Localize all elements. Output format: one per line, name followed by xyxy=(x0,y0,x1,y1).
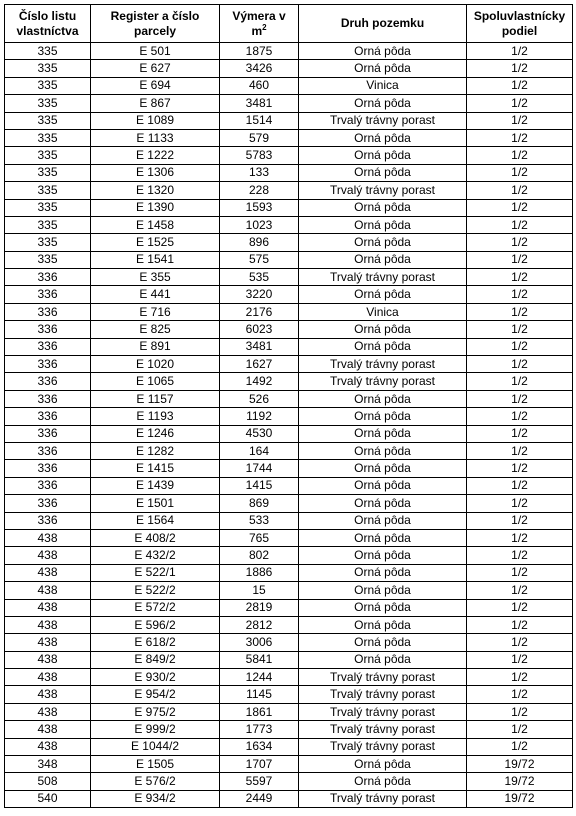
table-row xyxy=(5,234,573,251)
table-row xyxy=(5,512,573,529)
cell-parcel: E 618/2 xyxy=(91,634,220,651)
cell-parcel: E 1415 xyxy=(91,460,220,477)
cell-parcel: E 1020 xyxy=(91,356,220,373)
cell-area: 2176 xyxy=(220,303,299,320)
cell-land-type: Orná pôda xyxy=(299,442,467,459)
cell-share: 1/2 xyxy=(467,77,573,94)
header-row xyxy=(5,5,573,43)
table-row xyxy=(5,686,573,703)
cell-ownership-sheet: 336 xyxy=(5,460,91,477)
cell-parcel: E 1157 xyxy=(91,390,220,407)
cell-share: 1/2 xyxy=(467,442,573,459)
cell-share: 1/2 xyxy=(467,164,573,181)
cell-parcel: E 1541 xyxy=(91,251,220,268)
cell-land-type: Orná pôda xyxy=(299,582,467,599)
cell-share: 1/2 xyxy=(467,95,573,112)
cell-land-type: Orná pôda xyxy=(299,286,467,303)
cell-land-type: Orná pôda xyxy=(299,321,467,338)
table-row xyxy=(5,373,573,390)
cell-parcel: E 1306 xyxy=(91,164,220,181)
table-row xyxy=(5,286,573,303)
cell-share: 1/2 xyxy=(467,721,573,738)
cell-area: 3006 xyxy=(220,634,299,651)
cell-area: 460 xyxy=(220,77,299,94)
parcel-table-wrapper xyxy=(4,4,573,808)
cell-share: 1/2 xyxy=(467,495,573,512)
table-row xyxy=(5,703,573,720)
table-row xyxy=(5,112,573,129)
table-row xyxy=(5,616,573,633)
cell-ownership-sheet: 336 xyxy=(5,321,91,338)
cell-land-type: Trvalý trávny porast xyxy=(299,738,467,755)
cell-parcel: E 576/2 xyxy=(91,773,220,790)
cell-area: 579 xyxy=(220,129,299,146)
cell-share: 1/2 xyxy=(467,199,573,216)
table-row xyxy=(5,164,573,181)
cell-parcel: E 1505 xyxy=(91,756,220,773)
cell-share: 1/2 xyxy=(467,529,573,546)
cell-ownership-sheet: 438 xyxy=(5,634,91,651)
cell-ownership-sheet: 335 xyxy=(5,164,91,181)
table-row xyxy=(5,582,573,599)
cell-land-type: Orná pôda xyxy=(299,651,467,668)
cell-land-type: Orná pôda xyxy=(299,43,467,60)
cell-ownership-sheet: 438 xyxy=(5,529,91,546)
cell-ownership-sheet: 335 xyxy=(5,129,91,146)
cell-ownership-sheet: 335 xyxy=(5,182,91,199)
cell-land-type: Vinica xyxy=(299,303,467,320)
table-row xyxy=(5,43,573,60)
cell-share: 1/2 xyxy=(467,616,573,633)
cell-ownership-sheet: 335 xyxy=(5,251,91,268)
cell-share: 1/2 xyxy=(467,216,573,233)
header-land-type-label: Druh pozemku xyxy=(340,16,425,30)
cell-share: 19/72 xyxy=(467,756,573,773)
table-row xyxy=(5,147,573,164)
cell-parcel: E 1044/2 xyxy=(91,738,220,755)
cell-parcel: E 849/2 xyxy=(91,651,220,668)
cell-share: 1/2 xyxy=(467,321,573,338)
cell-land-type: Orná pôda xyxy=(299,512,467,529)
table-row xyxy=(5,529,573,546)
table-row xyxy=(5,738,573,755)
cell-parcel: E 934/2 xyxy=(91,790,220,807)
cell-share: 1/2 xyxy=(467,251,573,268)
cell-ownership-sheet: 336 xyxy=(5,425,91,442)
cell-land-type: Orná pôda xyxy=(299,390,467,407)
table-row xyxy=(5,60,573,77)
table-body xyxy=(5,43,573,808)
cell-ownership-sheet: 336 xyxy=(5,338,91,355)
cell-land-type: Orná pôda xyxy=(299,147,467,164)
table-row xyxy=(5,547,573,564)
table-row xyxy=(5,303,573,320)
table-row xyxy=(5,356,573,373)
cell-parcel: E 1065 xyxy=(91,373,220,390)
cell-share: 1/2 xyxy=(467,269,573,286)
table-row xyxy=(5,95,573,112)
cell-parcel: E 930/2 xyxy=(91,669,220,686)
table-row xyxy=(5,338,573,355)
cell-ownership-sheet: 335 xyxy=(5,43,91,60)
cell-area: 1875 xyxy=(220,43,299,60)
table-row xyxy=(5,408,573,425)
table-row xyxy=(5,129,573,146)
cell-ownership-sheet: 336 xyxy=(5,373,91,390)
cell-share: 1/2 xyxy=(467,286,573,303)
cell-ownership-sheet: 438 xyxy=(5,564,91,581)
cell-area: 3220 xyxy=(220,286,299,303)
cell-ownership-sheet: 438 xyxy=(5,547,91,564)
cell-ownership-sheet: 336 xyxy=(5,390,91,407)
cell-parcel: E 1089 xyxy=(91,112,220,129)
table-row xyxy=(5,425,573,442)
cell-share: 1/2 xyxy=(467,303,573,320)
table-row xyxy=(5,390,573,407)
cell-land-type: Orná pôda xyxy=(299,129,467,146)
header-ownership-sheet-label: Číslo listu vlastníctva xyxy=(16,8,79,38)
cell-ownership-sheet: 438 xyxy=(5,686,91,703)
cell-ownership-sheet: 336 xyxy=(5,477,91,494)
header-co-ownership-share xyxy=(467,5,573,43)
cell-area: 2819 xyxy=(220,599,299,616)
cell-area: 1861 xyxy=(220,703,299,720)
cell-parcel: E 694 xyxy=(91,77,220,94)
cell-area: 3481 xyxy=(220,338,299,355)
table-row xyxy=(5,495,573,512)
cell-parcel: E 1133 xyxy=(91,129,220,146)
table-row xyxy=(5,77,573,94)
table-row xyxy=(5,599,573,616)
cell-ownership-sheet: 336 xyxy=(5,269,91,286)
cell-area: 5783 xyxy=(220,147,299,164)
cell-parcel: E 522/1 xyxy=(91,564,220,581)
table-row xyxy=(5,756,573,773)
cell-area: 1886 xyxy=(220,564,299,581)
cell-ownership-sheet: 438 xyxy=(5,582,91,599)
cell-parcel: E 1246 xyxy=(91,425,220,442)
cell-share: 1/2 xyxy=(467,651,573,668)
cell-area: 1634 xyxy=(220,738,299,755)
cell-share: 1/2 xyxy=(467,512,573,529)
table-row xyxy=(5,460,573,477)
cell-parcel: E 1390 xyxy=(91,199,220,216)
cell-share: 1/2 xyxy=(467,686,573,703)
cell-share: 1/2 xyxy=(467,129,573,146)
cell-land-type: Orná pôda xyxy=(299,234,467,251)
header-register-parcel xyxy=(91,5,220,43)
cell-share: 1/2 xyxy=(467,147,573,164)
cell-parcel: E 1564 xyxy=(91,512,220,529)
header-area xyxy=(220,5,299,43)
cell-parcel: E 975/2 xyxy=(91,703,220,720)
cell-ownership-sheet: 335 xyxy=(5,147,91,164)
cell-parcel: E 501 xyxy=(91,43,220,60)
cell-area: 2449 xyxy=(220,790,299,807)
cell-ownership-sheet: 335 xyxy=(5,234,91,251)
cell-area: 1244 xyxy=(220,669,299,686)
cell-share: 19/72 xyxy=(467,790,573,807)
cell-share: 1/2 xyxy=(467,582,573,599)
cell-ownership-sheet: 335 xyxy=(5,199,91,216)
cell-land-type: Trvalý trávny porast xyxy=(299,269,467,286)
cell-ownership-sheet: 335 xyxy=(5,112,91,129)
header-register-parcel-label: Register a číslo parcely xyxy=(110,8,200,38)
cell-parcel: E 1525 xyxy=(91,234,220,251)
table-row xyxy=(5,669,573,686)
cell-share: 1/2 xyxy=(467,112,573,129)
cell-parcel: E 1458 xyxy=(91,216,220,233)
cell-share: 1/2 xyxy=(467,634,573,651)
cell-ownership-sheet: 438 xyxy=(5,738,91,755)
cell-land-type: Orná pôda xyxy=(299,164,467,181)
cell-ownership-sheet: 335 xyxy=(5,216,91,233)
cell-ownership-sheet: 335 xyxy=(5,95,91,112)
cell-ownership-sheet: 335 xyxy=(5,60,91,77)
cell-area: 869 xyxy=(220,495,299,512)
cell-share: 1/2 xyxy=(467,338,573,355)
cell-land-type: Trvalý trávny porast xyxy=(299,112,467,129)
cell-area: 1773 xyxy=(220,721,299,738)
cell-parcel: E 954/2 xyxy=(91,686,220,703)
cell-parcel: E 716 xyxy=(91,303,220,320)
cell-parcel: E 596/2 xyxy=(91,616,220,633)
cell-parcel: E 891 xyxy=(91,338,220,355)
cell-share: 1/2 xyxy=(467,390,573,407)
cell-area: 228 xyxy=(220,182,299,199)
cell-parcel: E 1501 xyxy=(91,495,220,512)
cell-area: 2812 xyxy=(220,616,299,633)
cell-land-type: Orná pôda xyxy=(299,773,467,790)
table-row xyxy=(5,321,573,338)
cell-share: 1/2 xyxy=(467,477,573,494)
cell-land-type: Trvalý trávny porast xyxy=(299,669,467,686)
cell-parcel: E 1282 xyxy=(91,442,220,459)
cell-parcel: E 1193 xyxy=(91,408,220,425)
cell-area: 533 xyxy=(220,512,299,529)
cell-area: 164 xyxy=(220,442,299,459)
cell-area: 802 xyxy=(220,547,299,564)
cell-ownership-sheet: 336 xyxy=(5,408,91,425)
cell-land-type: Trvalý trávny porast xyxy=(299,182,467,199)
cell-area: 15 xyxy=(220,582,299,599)
cell-ownership-sheet: 438 xyxy=(5,703,91,720)
cell-ownership-sheet: 336 xyxy=(5,442,91,459)
cell-land-type: Orná pôda xyxy=(299,338,467,355)
table-row xyxy=(5,773,573,790)
cell-parcel: E 1320 xyxy=(91,182,220,199)
cell-share: 1/2 xyxy=(467,43,573,60)
cell-land-type: Orná pôda xyxy=(299,564,467,581)
cell-area: 765 xyxy=(220,529,299,546)
cell-share: 1/2 xyxy=(467,669,573,686)
cell-parcel: E 441 xyxy=(91,286,220,303)
cell-parcel: E 999/2 xyxy=(91,721,220,738)
cell-area: 535 xyxy=(220,269,299,286)
cell-share: 1/2 xyxy=(467,408,573,425)
cell-land-type: Orná pôda xyxy=(299,408,467,425)
cell-ownership-sheet: 438 xyxy=(5,616,91,633)
table-row xyxy=(5,269,573,286)
table-row xyxy=(5,182,573,199)
cell-land-type: Trvalý trávny porast xyxy=(299,373,467,390)
table-row xyxy=(5,442,573,459)
header-ownership-sheet-number xyxy=(5,5,91,43)
cell-land-type: Orná pôda xyxy=(299,616,467,633)
cell-ownership-sheet: 438 xyxy=(5,599,91,616)
cell-area: 6023 xyxy=(220,321,299,338)
cell-land-type: Orná pôda xyxy=(299,634,467,651)
cell-ownership-sheet: 336 xyxy=(5,356,91,373)
cell-land-type: Trvalý trávny porast xyxy=(299,703,467,720)
table-row xyxy=(5,477,573,494)
header-area-label xyxy=(231,9,287,39)
cell-share: 1/2 xyxy=(467,564,573,581)
cell-land-type: Vinica xyxy=(299,77,467,94)
cell-parcel: E 627 xyxy=(91,60,220,77)
cell-area: 5597 xyxy=(220,773,299,790)
header-co-ownership-share-label: Spoluvlastnícky podiel xyxy=(473,8,566,38)
cell-ownership-sheet: 540 xyxy=(5,790,91,807)
cell-land-type: Trvalý trávny porast xyxy=(299,790,467,807)
cell-share: 1/2 xyxy=(467,356,573,373)
cell-area: 1627 xyxy=(220,356,299,373)
cell-area: 526 xyxy=(220,390,299,407)
cell-area: 1744 xyxy=(220,460,299,477)
cell-area: 133 xyxy=(220,164,299,181)
cell-ownership-sheet: 336 xyxy=(5,303,91,320)
table-row xyxy=(5,721,573,738)
cell-area: 1707 xyxy=(220,756,299,773)
cell-share: 1/2 xyxy=(467,182,573,199)
cell-land-type: Orná pôda xyxy=(299,495,467,512)
cell-land-type: Orná pôda xyxy=(299,547,467,564)
table-row xyxy=(5,251,573,268)
cell-land-type: Orná pôda xyxy=(299,460,467,477)
cell-parcel: E 355 xyxy=(91,269,220,286)
cell-ownership-sheet: 438 xyxy=(5,721,91,738)
cell-ownership-sheet: 335 xyxy=(5,77,91,94)
cell-parcel: E 408/2 xyxy=(91,529,220,546)
cell-land-type: Orná pôda xyxy=(299,477,467,494)
cell-area: 1514 xyxy=(220,112,299,129)
header-area-superscript: 2 xyxy=(262,22,267,32)
cell-parcel: E 825 xyxy=(91,321,220,338)
table-row xyxy=(5,790,573,807)
cell-area: 1593 xyxy=(220,199,299,216)
cell-area: 1492 xyxy=(220,373,299,390)
cell-land-type: Orná pôda xyxy=(299,199,467,216)
cell-area: 3481 xyxy=(220,95,299,112)
cell-ownership-sheet: 438 xyxy=(5,669,91,686)
table-header xyxy=(5,5,573,43)
cell-land-type: Orná pôda xyxy=(299,216,467,233)
cell-parcel: E 1439 xyxy=(91,477,220,494)
cell-area: 1145 xyxy=(220,686,299,703)
cell-ownership-sheet: 508 xyxy=(5,773,91,790)
header-land-type xyxy=(299,5,467,43)
table-row xyxy=(5,564,573,581)
cell-share: 1/2 xyxy=(467,373,573,390)
cell-parcel: E 1222 xyxy=(91,147,220,164)
cell-share: 19/72 xyxy=(467,773,573,790)
table-row xyxy=(5,634,573,651)
cell-land-type: Trvalý trávny porast xyxy=(299,686,467,703)
cell-share: 1/2 xyxy=(467,234,573,251)
cell-parcel: E 522/2 xyxy=(91,582,220,599)
table-row xyxy=(5,199,573,216)
cell-ownership-sheet: 438 xyxy=(5,651,91,668)
cell-share: 1/2 xyxy=(467,425,573,442)
cell-share: 1/2 xyxy=(467,460,573,477)
cell-land-type: Orná pôda xyxy=(299,529,467,546)
cell-share: 1/2 xyxy=(467,547,573,564)
table-row xyxy=(5,651,573,668)
cell-area: 3426 xyxy=(220,60,299,77)
cell-ownership-sheet: 336 xyxy=(5,286,91,303)
cell-land-type: Orná pôda xyxy=(299,756,467,773)
cell-area: 575 xyxy=(220,251,299,268)
cell-parcel: E 867 xyxy=(91,95,220,112)
cell-area: 1192 xyxy=(220,408,299,425)
cell-land-type: Trvalý trávny porast xyxy=(299,721,467,738)
cell-area: 5841 xyxy=(220,651,299,668)
cell-area: 1023 xyxy=(220,216,299,233)
cell-ownership-sheet: 336 xyxy=(5,495,91,512)
cell-parcel: E 572/2 xyxy=(91,599,220,616)
cell-share: 1/2 xyxy=(467,599,573,616)
cell-share: 1/2 xyxy=(467,703,573,720)
cell-share: 1/2 xyxy=(467,60,573,77)
cell-share: 1/2 xyxy=(467,738,573,755)
cell-area: 4530 xyxy=(220,425,299,442)
cell-land-type: Orná pôda xyxy=(299,251,467,268)
cell-land-type: Trvalý trávny porast xyxy=(299,356,467,373)
cell-area: 1415 xyxy=(220,477,299,494)
cell-ownership-sheet: 336 xyxy=(5,512,91,529)
cell-land-type: Orná pôda xyxy=(299,599,467,616)
cell-land-type: Orná pôda xyxy=(299,425,467,442)
cell-land-type: Orná pôda xyxy=(299,95,467,112)
cell-ownership-sheet: 348 xyxy=(5,756,91,773)
cell-area: 896 xyxy=(220,234,299,251)
cell-parcel: E 432/2 xyxy=(91,547,220,564)
cell-land-type: Orná pôda xyxy=(299,60,467,77)
header-area-text: Výmera v m xyxy=(232,8,286,38)
table-row xyxy=(5,216,573,233)
parcel-table xyxy=(4,4,573,808)
